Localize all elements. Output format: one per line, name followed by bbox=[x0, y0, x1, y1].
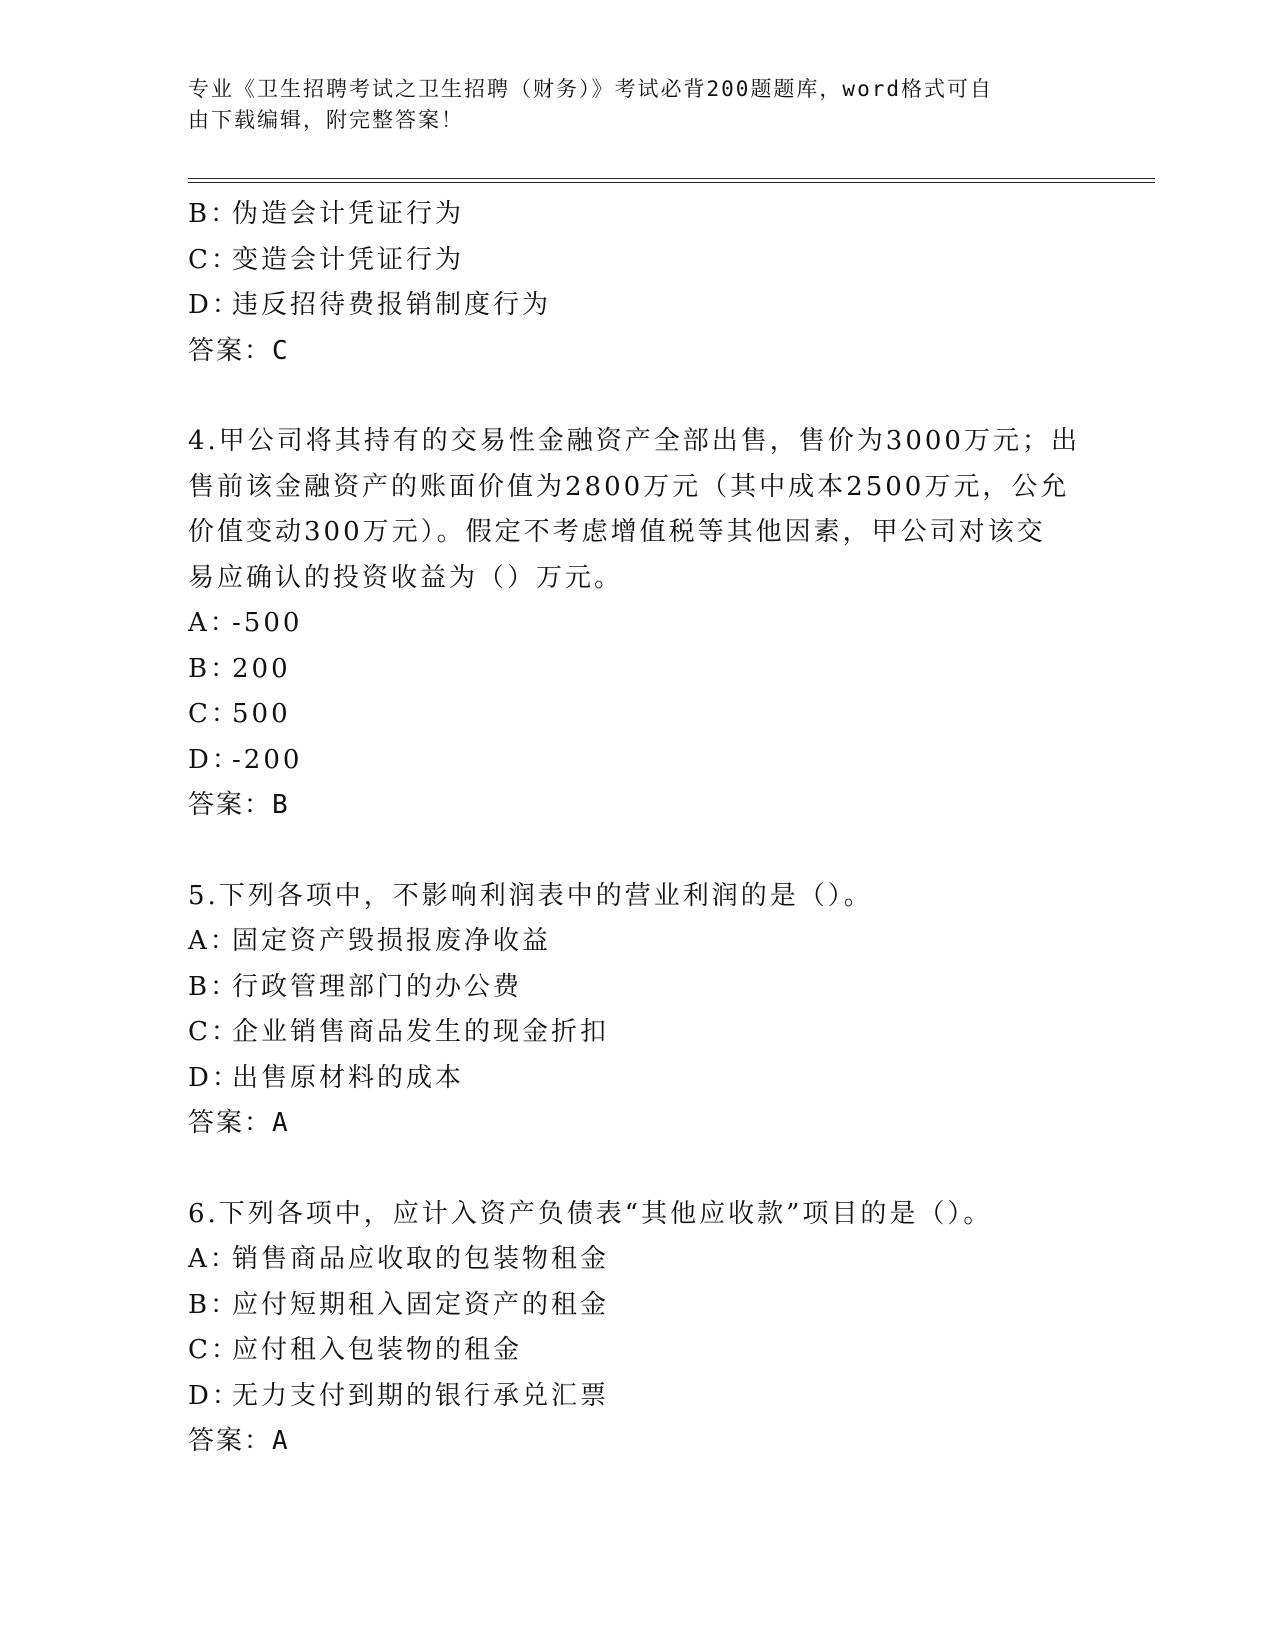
answer-line: 答案：A bbox=[188, 1108, 290, 1138]
option-c: C：应付租入包装物的租金 bbox=[188, 1335, 523, 1365]
option-c: C：企业销售商品发生的现金折扣 bbox=[188, 1017, 610, 1047]
option-b: B：行政管理部门的办公费 bbox=[188, 971, 523, 1002]
option-a: A：-500 bbox=[188, 608, 303, 638]
question-5 bbox=[188, 874, 1068, 1147]
header-divider-bottom bbox=[188, 182, 1155, 183]
option-c: C：变造会计凭证行为 bbox=[188, 244, 465, 275]
spacer bbox=[188, 374, 1068, 419]
option-d: D：出售原材料的成本 bbox=[188, 1062, 465, 1093]
option-a: A：销售商品应收取的包装物租金 bbox=[188, 1244, 610, 1274]
option-a: A：固定资产毁损报废净收益 bbox=[188, 926, 552, 956]
option-d: D：无力支付到期的银行承兑汇票 bbox=[188, 1380, 610, 1411]
answer-line: 答案：B bbox=[188, 790, 290, 820]
answer-line: 答案：C bbox=[188, 335, 290, 366]
option-b: B：应付短期租入固定资产的租金 bbox=[188, 1289, 610, 1320]
question-stem-line: 价值变动300万元）。假定不考虑增值税等其他因素，甲公司对该交 bbox=[188, 517, 1046, 547]
question-stem-line: 易应确认的投资收益为（）万元。 bbox=[188, 562, 624, 593]
question-stem-line: 5.下列各项中，不影响利润表中的营业利润的是（）。 bbox=[188, 880, 873, 911]
spacer bbox=[188, 1147, 1068, 1192]
header-title-line-1: 专业《卫生招聘考试之卫生招聘（财务）》考试必背200题题库，word格式可自 bbox=[188, 77, 993, 101]
header-divider-top bbox=[188, 178, 1155, 179]
option-c: C：500 bbox=[188, 699, 291, 729]
option-d: D：-200 bbox=[188, 744, 303, 775]
option-b: B：伪造会计凭证行为 bbox=[188, 199, 465, 229]
option-d: D：违反招待费报销制度行为 bbox=[188, 290, 552, 320]
option-b: B：200 bbox=[188, 653, 291, 684]
question-stem-line: 售前该金融资产的账面价值为2800万元（其中成本2500万元，公允 bbox=[188, 471, 1070, 502]
question-3-continued bbox=[188, 192, 1068, 374]
question-4 bbox=[188, 419, 1080, 829]
document-header bbox=[188, 74, 1068, 136]
question-stem-line: 6.下列各项中，应计入资产负债表“其他应收款”项目的是（）。 bbox=[188, 1198, 993, 1229]
question-list bbox=[188, 192, 1080, 1465]
spacer bbox=[188, 829, 1068, 874]
header-title-line-2: 由下载编辑，附完整答案！ bbox=[188, 108, 464, 132]
question-6 bbox=[188, 1192, 1068, 1465]
answer-line: 答案：A bbox=[188, 1426, 290, 1456]
question-stem-line: 4.甲公司将其持有的交易性金融资产全部出售，售价为3000万元；出 bbox=[188, 426, 1080, 456]
